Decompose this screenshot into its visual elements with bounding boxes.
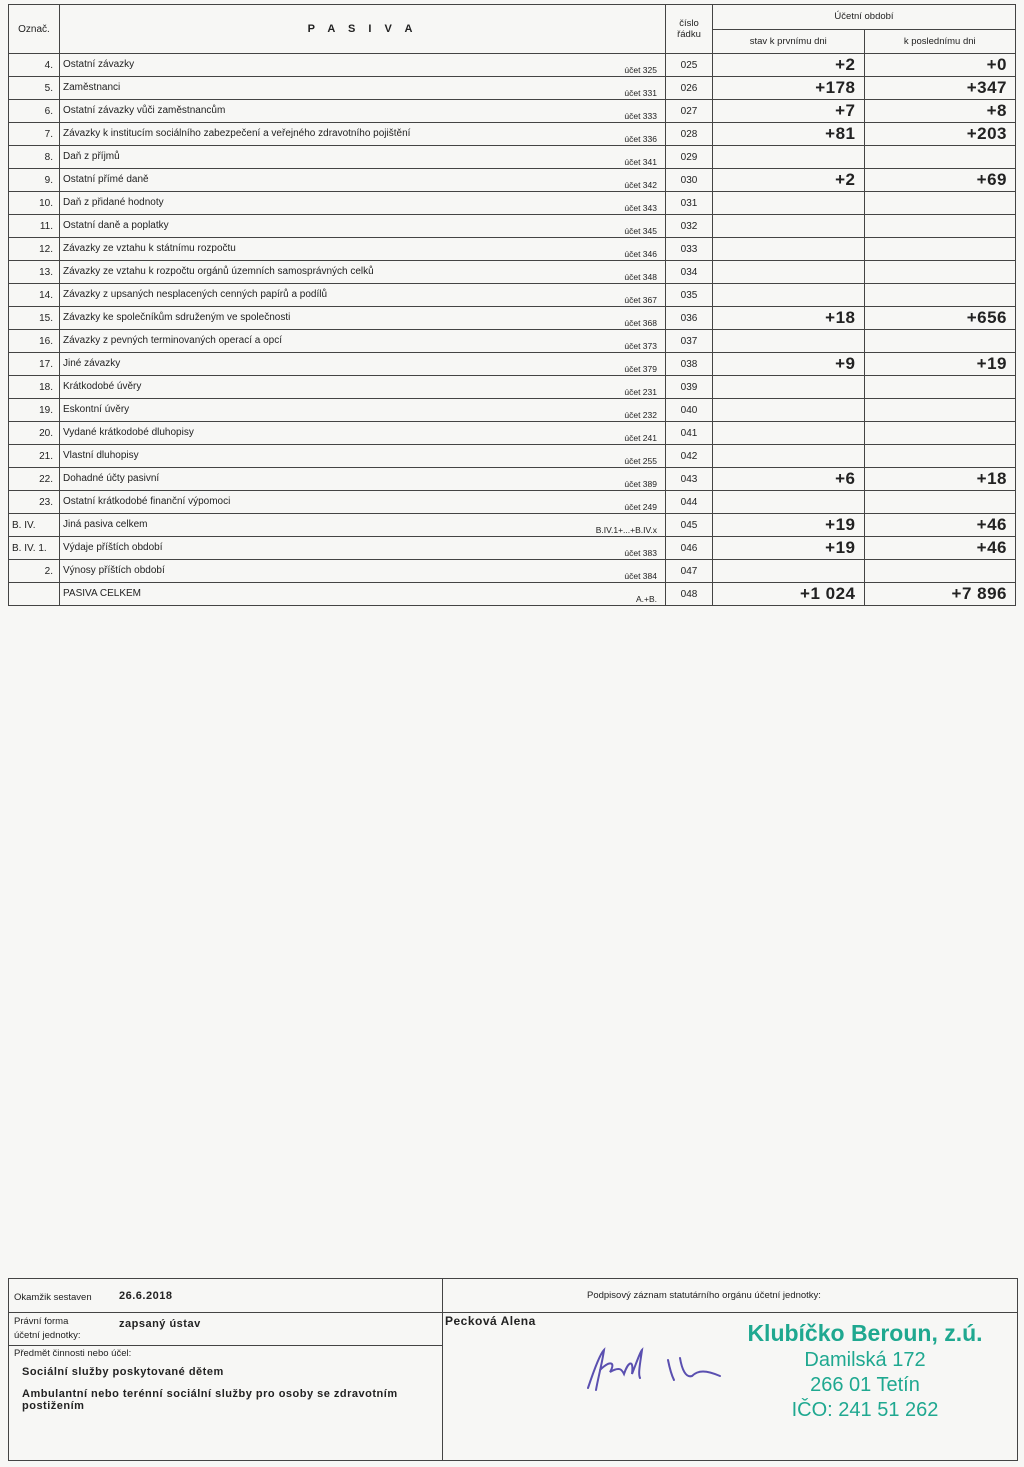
- row-name: Závazky z upsaných nesplacených cenných papírů a podílů: [63, 289, 328, 300]
- table-row: [9, 330, 1016, 353]
- row-name: Výdaje příštích období: [63, 542, 163, 553]
- row-value-last: [864, 491, 1016, 514]
- podpis-label: Podpisový záznam statutárního orgánu účetní jednotky:: [587, 1290, 821, 1301]
- row-value-last: [864, 445, 1016, 468]
- row-account: účet 368: [624, 318, 657, 328]
- row-value-last: +18: [864, 468, 1016, 491]
- row-oznac: 9.: [9, 169, 60, 192]
- row-value-first: [713, 491, 865, 514]
- row-name: Zaměstnanci: [63, 82, 121, 93]
- row-account: účet 345: [624, 226, 657, 236]
- row-account: účet 341: [624, 157, 657, 167]
- row-account: účet 325: [624, 65, 657, 75]
- row-value-first: [713, 560, 865, 583]
- row-value-first: [713, 192, 865, 215]
- row-name: Ostatní daně a poplatky: [63, 220, 169, 231]
- row-oznac: 19.: [9, 399, 60, 422]
- row-oznac: 14.: [9, 284, 60, 307]
- row-oznac: 13.: [9, 261, 60, 284]
- row-name-cell: [60, 468, 666, 491]
- row-oznac: [9, 583, 60, 606]
- row-oznac: 2.: [9, 560, 60, 583]
- row-value-first: [713, 238, 865, 261]
- row-name: Ostatní krátkodobé finanční výpomoci: [63, 496, 231, 507]
- row-name: Ostatní závazky vůči zaměstnancům: [63, 105, 226, 116]
- row-value-last: +347: [864, 77, 1016, 100]
- signer-name: Pecková Alena: [445, 1314, 536, 1328]
- table-row: [9, 468, 1016, 491]
- row-oznac: 16.: [9, 330, 60, 353]
- row-account: účet 255: [624, 456, 657, 466]
- row-value-first: +19: [713, 514, 865, 537]
- row-account: účet 343: [624, 203, 657, 213]
- row-name: Závazky ze vztahu k rozpočtu orgánů územních samosprávných celků: [63, 266, 374, 277]
- row-name-cell: [60, 376, 666, 399]
- row-account: účet 331: [624, 88, 657, 98]
- row-value-first: [713, 422, 865, 445]
- row-value-last: [864, 238, 1016, 261]
- row-name-cell: [60, 330, 666, 353]
- row-value-first: +178: [713, 77, 865, 100]
- okamzik-label: Okamžik sestaven: [14, 1292, 92, 1303]
- predmet-line-1: Sociální služby poskytované dětem: [22, 1366, 224, 1378]
- row-oznac: 23.: [9, 491, 60, 514]
- header-col-last-day: k poslednímu dni: [864, 29, 1016, 54]
- table-row: [9, 399, 1016, 422]
- row-oznac: B. IV.: [9, 514, 60, 537]
- row-number: 030: [666, 169, 713, 192]
- row-name-cell: [60, 54, 666, 77]
- row-oznac: 20.: [9, 422, 60, 445]
- row-value-last: +656: [864, 307, 1016, 330]
- table-row: [9, 376, 1016, 399]
- row-value-first: [713, 399, 865, 422]
- row-account: účet 333: [624, 111, 657, 121]
- row-name-cell: [60, 353, 666, 376]
- row-number: 029: [666, 146, 713, 169]
- table-row: [9, 123, 1016, 146]
- table-row: [9, 169, 1016, 192]
- row-oznac: 5.: [9, 77, 60, 100]
- table-body: [9, 54, 1016, 606]
- row-value-last: [864, 215, 1016, 238]
- okamzik-value: 26.6.2018: [119, 1290, 173, 1302]
- header-period: Účetní období: [713, 5, 1016, 30]
- row-number: 046: [666, 537, 713, 560]
- row-name-cell: [60, 261, 666, 284]
- header-col-first-day: stav k prvnímu dni: [713, 29, 865, 54]
- row-value-first: +7: [713, 100, 865, 123]
- row-oznac: 8.: [9, 146, 60, 169]
- row-number: 027: [666, 100, 713, 123]
- row-value-last: +203: [864, 123, 1016, 146]
- row-value-last: +19: [864, 353, 1016, 376]
- row-number: 031: [666, 192, 713, 215]
- row-name-cell: [60, 146, 666, 169]
- table-row: [9, 560, 1016, 583]
- row-name-cell: [60, 169, 666, 192]
- row-value-first: +18: [713, 307, 865, 330]
- row-value-first: +81: [713, 123, 865, 146]
- row-number: 044: [666, 491, 713, 514]
- row-name-cell: [60, 77, 666, 100]
- row-number: 047: [666, 560, 713, 583]
- row-name-cell: [60, 514, 666, 537]
- row-name: Závazky ze vztahu k státnímu rozpočtu: [63, 243, 236, 254]
- row-oznac: 6.: [9, 100, 60, 123]
- row-account: účet 336: [624, 134, 657, 144]
- table-row: [9, 422, 1016, 445]
- row-value-first: +19: [713, 537, 865, 560]
- row-name-cell: [60, 100, 666, 123]
- stamp-line-4: IČO: 241 51 262: [791, 1399, 939, 1421]
- row-number: 025: [666, 54, 713, 77]
- row-number: 042: [666, 445, 713, 468]
- header-title: P A S I V A: [60, 5, 666, 54]
- header-oznac: Označ.: [9, 5, 60, 54]
- row-name: Ostatní přímé daně: [63, 174, 149, 185]
- row-name: Ostatní závazky: [63, 59, 135, 70]
- table-row: [9, 353, 1016, 376]
- row-name-cell: [60, 537, 666, 560]
- row-number: 041: [666, 422, 713, 445]
- row-value-first: +2: [713, 169, 865, 192]
- row-account: účet 373: [624, 341, 657, 351]
- row-value-first: +2: [713, 54, 865, 77]
- predmet-line-2: Ambulantní nebo terénní sociální služby pro osoby se zdravotním postižením: [22, 1388, 398, 1412]
- pravni-label-2: účetní jednotky:: [14, 1330, 81, 1341]
- row-number: 037: [666, 330, 713, 353]
- row-name: Jiné závazky: [63, 358, 121, 369]
- row-value-last: +46: [864, 514, 1016, 537]
- row-value-first: [713, 376, 865, 399]
- row-name-cell: [60, 192, 666, 215]
- predmet-label: Předmět činnosti nebo účel:: [14, 1348, 132, 1359]
- row-name: Eskontní úvěry: [63, 404, 130, 415]
- table-row: [9, 238, 1016, 261]
- row-number: 043: [666, 468, 713, 491]
- row-name: Výnosy příštích období: [63, 565, 165, 576]
- row-name: Vydané krátkodobé dluhopisy: [63, 427, 194, 438]
- row-value-last: +8: [864, 100, 1016, 123]
- row-value-last: +46: [864, 537, 1016, 560]
- row-oznac: 17.: [9, 353, 60, 376]
- table-row: [9, 100, 1016, 123]
- row-account: účet 231: [624, 387, 657, 397]
- row-name: Závazky k institucím sociálního zabezpečení a veřejného zdravotního pojištění: [63, 128, 411, 139]
- row-value-last: [864, 560, 1016, 583]
- row-number: 034: [666, 261, 713, 284]
- row-value-first: [713, 284, 865, 307]
- row-account: účet 389: [624, 479, 657, 489]
- table-row: [9, 54, 1016, 77]
- header-row-number: číslo řádku: [666, 5, 713, 54]
- table-row: [9, 215, 1016, 238]
- row-value-last: [864, 284, 1016, 307]
- row-account: účet 346: [624, 249, 657, 259]
- row-value-last: [864, 399, 1016, 422]
- row-value-last: [864, 192, 1016, 215]
- row-name-cell: [60, 215, 666, 238]
- row-value-last: [864, 422, 1016, 445]
- row-account: účet 367: [624, 295, 657, 305]
- footer-divider: [442, 1279, 443, 1460]
- row-name: Závazky ke společníkům sdruženým ve společnosti: [63, 312, 291, 323]
- row-value-first: +1 024: [713, 583, 865, 606]
- row-name-cell: [60, 422, 666, 445]
- footer-top-row: [9, 1279, 1017, 1313]
- row-number: 026: [666, 77, 713, 100]
- row-value-first: [713, 330, 865, 353]
- row-name-cell: [60, 560, 666, 583]
- table-row: [9, 261, 1016, 284]
- row-value-first: [713, 445, 865, 468]
- row-value-last: +69: [864, 169, 1016, 192]
- stamp-line-3: 266 01 Tetín: [810, 1374, 920, 1396]
- table-row: [9, 284, 1016, 307]
- row-account: účet 348: [624, 272, 657, 282]
- row-name-cell: [60, 307, 666, 330]
- row-number: 035: [666, 284, 713, 307]
- row-account: A.+B.: [635, 594, 657, 604]
- row-name: Závazky z pevných terminovaných operací a opcí: [63, 335, 282, 346]
- pasiva-table: [8, 4, 1016, 606]
- row-oznac: 12.: [9, 238, 60, 261]
- row-name: Krátkodobé úvěry: [63, 381, 142, 392]
- row-value-last: [864, 146, 1016, 169]
- table-row: [9, 307, 1016, 330]
- row-account: účet 379: [624, 364, 657, 374]
- row-number: 040: [666, 399, 713, 422]
- row-oznac: 22.: [9, 468, 60, 491]
- row-oznac: B. IV. 1.: [9, 537, 60, 560]
- row-oznac: 10.: [9, 192, 60, 215]
- row-value-first: [713, 261, 865, 284]
- row-account: účet 342: [624, 180, 657, 190]
- row-oznac: 7.: [9, 123, 60, 146]
- row-number: 032: [666, 215, 713, 238]
- row-account: účet 249: [624, 502, 657, 512]
- pravni-forma-row: [9, 1312, 442, 1346]
- row-value-first: [713, 146, 865, 169]
- row-name: Daň z přidané hodnoty: [63, 197, 164, 208]
- row-number: 045: [666, 514, 713, 537]
- stamp-line-2: Damilská 172: [804, 1349, 926, 1371]
- row-number: 038: [666, 353, 713, 376]
- table-row: [9, 514, 1016, 537]
- pravni-value: zapsaný ústav: [119, 1318, 201, 1330]
- row-value-last: +7 896: [864, 583, 1016, 606]
- row-account: B.IV.1+...+B.IV.x: [595, 525, 657, 535]
- row-name-cell: [60, 399, 666, 422]
- stamp-line-1: Klubíčko Beroun, z.ú.: [747, 1320, 983, 1346]
- row-value-first: [713, 215, 865, 238]
- row-oznac: 21.: [9, 445, 60, 468]
- row-name: PASIVA CELKEM: [63, 588, 141, 599]
- row-name-cell: [60, 445, 666, 468]
- row-account: účet 232: [624, 410, 657, 420]
- organization-stamp: [700, 1320, 1024, 1422]
- row-oznac: 18.: [9, 376, 60, 399]
- pravni-label-1: Právní forma: [14, 1316, 69, 1327]
- row-value-last: [864, 376, 1016, 399]
- row-value-last: +0: [864, 54, 1016, 77]
- table-row: [9, 77, 1016, 100]
- row-name: Daň z příjmů: [63, 151, 120, 162]
- row-name-cell: [60, 123, 666, 146]
- row-name: Jiná pasiva celkem: [63, 519, 148, 530]
- row-name: Vlastní dluhopisy: [63, 450, 139, 461]
- table-row: [9, 445, 1016, 468]
- table-row: [9, 537, 1016, 560]
- row-number: 036: [666, 307, 713, 330]
- row-account: účet 384: [624, 571, 657, 581]
- row-name: Dohadné účty pasivní: [63, 473, 160, 484]
- row-account: účet 241: [624, 433, 657, 443]
- row-number: 028: [666, 123, 713, 146]
- table-row: [9, 491, 1016, 514]
- row-number: 048: [666, 583, 713, 606]
- predmet-row: [9, 1345, 442, 1460]
- row-number: 039: [666, 376, 713, 399]
- row-oznac: 4.: [9, 54, 60, 77]
- table-row: [9, 192, 1016, 215]
- row-value-last: [864, 330, 1016, 353]
- row-name-cell: [60, 583, 666, 606]
- row-account: účet 383: [624, 548, 657, 558]
- row-name-cell: [60, 284, 666, 307]
- row-name-cell: [60, 238, 666, 261]
- row-value-first: +6: [713, 468, 865, 491]
- table-row: [9, 583, 1016, 606]
- row-name-cell: [60, 491, 666, 514]
- pasiva-sheet: [8, 4, 1016, 606]
- row-oznac: 15.: [9, 307, 60, 330]
- row-value-last: [864, 261, 1016, 284]
- row-oznac: 11.: [9, 215, 60, 238]
- table-row: [9, 146, 1016, 169]
- row-value-first: +9: [713, 353, 865, 376]
- row-number: 033: [666, 238, 713, 261]
